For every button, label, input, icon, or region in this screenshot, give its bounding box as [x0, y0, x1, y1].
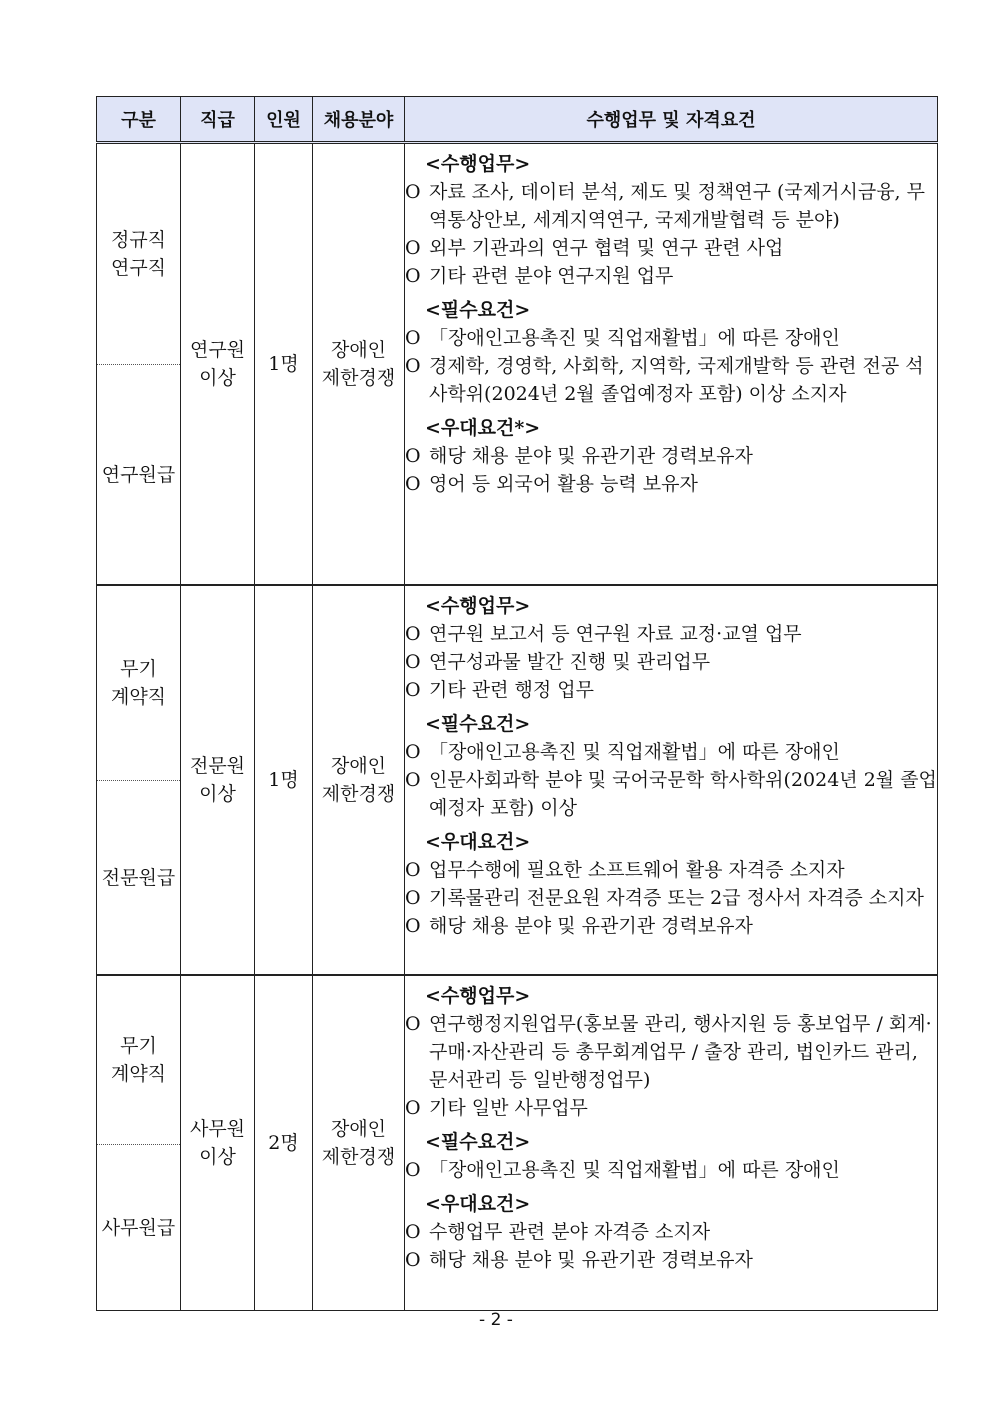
header-duties: 수행업무 및 자격요건: [405, 97, 938, 143]
field-cell: 장애인 제한경쟁: [313, 975, 405, 1311]
bullet-icon: O: [405, 623, 421, 645]
employment-type: 정규직 연구직: [97, 144, 180, 365]
rank-cell: 사무원 이상: [181, 975, 255, 1311]
bullet-icon: O: [405, 741, 421, 763]
section-title: <수행업무>: [425, 985, 531, 1007]
rank-cell: 연구원 이상: [181, 143, 255, 586]
bullet-icon: O: [405, 769, 421, 791]
list-item: O 업무수행에 필요한 소프트웨어 활용 자격증 소지자: [405, 856, 937, 884]
recruitment-table: [96, 96, 938, 1311]
list-item: O 인문사회과학 분야 및 국어국문학 학사학위(2024년 2월 졸업예정자 포함) 이상: [405, 766, 937, 822]
bullet-icon: O: [405, 859, 421, 881]
employment-type: 무기 계약직: [97, 586, 180, 781]
duties-cell: [405, 975, 938, 1311]
count-cell: 2명: [255, 975, 313, 1311]
table-row: [97, 585, 938, 975]
table-row: [97, 143, 938, 586]
section-title: <필수요건>: [425, 1131, 531, 1153]
grade-level: 전문원급: [101, 866, 176, 889]
list-item: O 「장애인고용촉진 및 직업재활법」에 따른 장애인: [405, 738, 937, 766]
category-cell: [97, 585, 181, 975]
list-item: O 수행업무 관련 분야 자격증 소지자: [405, 1218, 937, 1246]
field-cell: 장애인 제한경쟁: [313, 585, 405, 975]
header-rank: 직급: [181, 97, 255, 143]
list-item: O 영어 등 외국어 활용 능력 보유자: [405, 470, 937, 498]
bullet-icon: O: [405, 1221, 421, 1243]
bullet-icon: O: [405, 651, 421, 673]
section-title: <수행업무>: [425, 153, 531, 175]
list-item: O 연구성과물 발간 진행 및 관리업무: [405, 648, 937, 676]
count-cell: 1명: [255, 143, 313, 586]
employment-type: 무기 계약직: [97, 976, 180, 1145]
category-cell: [97, 143, 181, 586]
list-item: O 기타 관련 분야 연구지원 업무: [405, 262, 937, 290]
list-item: O 경제학, 경영학, 사회학, 지역학, 국제개발학 등 관련 전공 석사학위(2024년 2월 졸업예정자 포함) 이상 소지자: [405, 352, 937, 408]
bullet-icon: O: [405, 265, 421, 287]
category-cell: [97, 975, 181, 1311]
count-cell: 1명: [255, 585, 313, 975]
field-cell: 장애인 제한경쟁: [313, 143, 405, 586]
list-item: O 연구원 보고서 등 연구원 자료 교정·교열 업무: [405, 620, 937, 648]
list-item: O 기록물관리 전문요원 자격증 또는 2급 정사서 자격증 소지자: [405, 884, 937, 912]
duties-cell: [405, 143, 938, 586]
header-row: [97, 97, 938, 143]
list-item: O 기타 관련 행정 업무: [405, 676, 937, 704]
bullet-icon: O: [405, 181, 421, 203]
grade-level: 사무원급: [101, 1216, 176, 1239]
bullet-icon: O: [405, 1013, 421, 1035]
list-item: O 해당 채용 분야 및 유관기관 경력보유자: [405, 1246, 937, 1274]
rank-cell: 전문원 이상: [181, 585, 255, 975]
bullet-icon: O: [405, 1249, 421, 1271]
bullet-icon: O: [405, 1097, 421, 1119]
header-category: 구분: [97, 97, 181, 143]
list-item: O 기타 일반 사무업무: [405, 1094, 937, 1122]
bullet-icon: O: [405, 237, 421, 259]
list-item: O 외부 기관과의 연구 협력 및 연구 관련 사업: [405, 234, 937, 262]
bullet-icon: O: [405, 915, 421, 937]
list-item: O 연구행정지원업무(홍보물 관리, 행사지원 등 홍보업무 / 회계·구매·자산관리 등 총무회계업무 / 출장 관리, 법인카드 관리, 문서관리 등 일반행정업무): [405, 1010, 937, 1094]
bullet-icon: O: [405, 445, 421, 467]
section-title: <우대요건>: [425, 831, 531, 853]
table-row: [97, 975, 938, 1311]
bullet-icon: O: [405, 327, 421, 349]
bullet-icon: O: [405, 887, 421, 909]
bullet-icon: O: [405, 679, 421, 701]
list-item: O 「장애인고용촉진 및 직업재활법」에 따른 장애인: [405, 324, 937, 352]
page-number: - 2 -: [479, 1310, 513, 1330]
section-title: <우대요건>: [425, 1193, 531, 1215]
duties-cell: [405, 585, 938, 975]
list-item: O 해당 채용 분야 및 유관기관 경력보유자: [405, 912, 937, 940]
list-item: O 해당 채용 분야 및 유관기관 경력보유자: [405, 442, 937, 470]
bullet-icon: O: [405, 355, 421, 377]
list-item: O 자료 조사, 데이터 분석, 제도 및 정책연구 (국제거시금융, 무역통상안보, 세계지역연구, 국제개발협력 등 분야): [405, 178, 937, 234]
section-title: <필수요건>: [425, 299, 531, 321]
header-field: 채용분야: [313, 97, 405, 143]
section-title: <필수요건>: [425, 713, 531, 735]
bullet-icon: O: [405, 1159, 421, 1181]
section-title: <수행업무>: [425, 595, 531, 617]
section-title: <우대요건*>: [425, 417, 541, 439]
list-item: O 「장애인고용촉진 및 직업재활법」에 따른 장애인: [405, 1156, 937, 1184]
header-count: 인원: [255, 97, 313, 143]
grade-level: 연구원급: [101, 463, 176, 486]
bullet-icon: O: [405, 473, 421, 495]
